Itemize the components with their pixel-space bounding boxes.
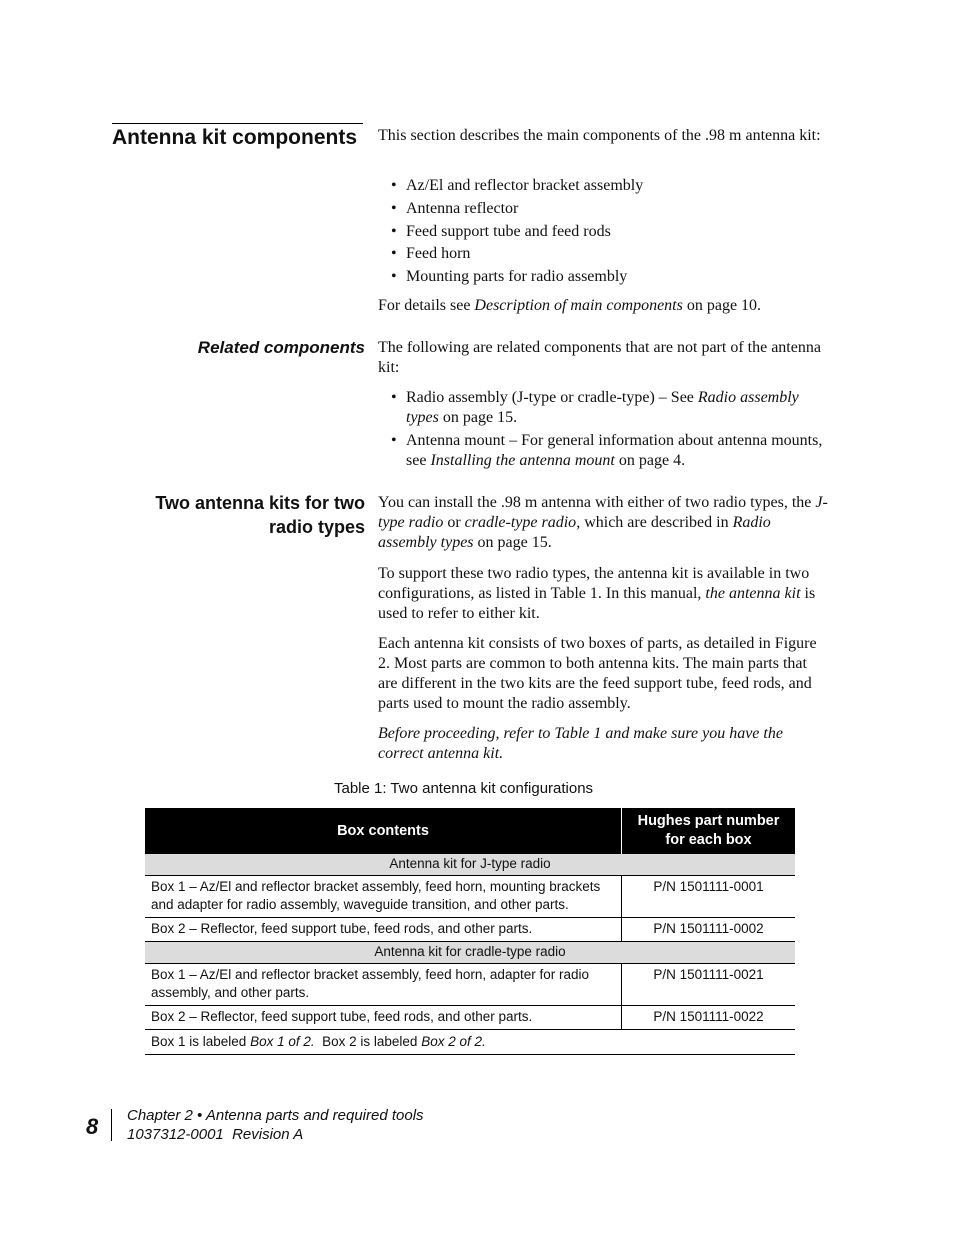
box-contents-cell: Box 2 – Reflector, feed support tube, feed rods, and other parts.	[145, 1006, 622, 1030]
list-item: • Antenna mount – For general information about antenna mounts, see Installing the antenna mount on page 4.	[391, 432, 823, 469]
box-contents-cell: Box 1 – Az/El and reflector bracket assembly, feed horn, mounting brackets and adapter for radio assembly, waveguide transition, and other parts.	[145, 876, 622, 918]
table-row	[145, 1006, 795, 1030]
kit-configuration-table	[145, 808, 795, 1055]
related-intro: The following are related components that are not part of the antenna kit:	[378, 339, 821, 376]
two-kits-paragraph-2: To support these two radio types, the antenna kit is available in two configurations, as listed in Table 1. In this manual, the antenna kit is used to refer to either kit.	[378, 565, 816, 622]
bullet-icon: •	[391, 245, 397, 263]
bullet-icon: •	[391, 199, 397, 217]
bullet-icon: •	[391, 432, 397, 449]
cross-reference: Radio assembly types	[406, 389, 799, 426]
page-number: 8	[86, 1114, 99, 1139]
table-row	[145, 964, 795, 1006]
footer-chapter: Chapter 2 • Antenna parts and required tools	[127, 1107, 424, 1124]
related-heading: Related components	[197, 338, 365, 357]
heading-rule	[112, 123, 363, 124]
box-contents-cell: Box 1 – Az/El and reflector bracket assembly, feed horn, adapter for radio assembly, and other parts.	[145, 964, 622, 1006]
cross-reference: Radio assembly types	[378, 514, 771, 551]
details-paragraph: For details see Description of main components on page 10.	[378, 297, 762, 314]
related-list	[391, 388, 828, 471]
footer-doc-id: 1037312-0001 Revision A	[127, 1126, 304, 1143]
part-number-cell: P/N 1501111-0002	[622, 918, 796, 942]
group-label: Antenna kit for cradle-type radio	[145, 942, 795, 964]
list-item: • Mounting parts for radio assembly	[391, 268, 628, 286]
table-row	[145, 876, 795, 918]
table-note-row	[145, 1030, 795, 1055]
cross-reference: Description of main components	[474, 297, 683, 314]
two-kits-heading: Two antenna kits for two radio types	[155, 493, 365, 537]
list-item: • Antenna reflector	[391, 199, 519, 217]
list-item: • Az/El and reflector bracket assembly	[391, 177, 644, 194]
column-header-box-contents: Box contents	[145, 808, 622, 854]
cross-reference: Installing the antenna mount	[430, 452, 615, 469]
table-group-row	[145, 854, 795, 876]
bullet-icon: •	[391, 177, 397, 194]
table-group-row	[145, 942, 795, 964]
table-header-row	[145, 808, 795, 854]
two-kits-paragraph-3: Each antenna kit consists of two boxes of parts, as detailed in Figure 2. Most parts are common to both antenna kits. The main parts that are different in the two kits are the feed support tube, feed rods, and parts used to mount the radio assembly.	[378, 635, 817, 712]
list-item: • Feed horn	[391, 245, 471, 263]
part-number-cell: P/N 1501111-0001	[622, 876, 796, 918]
section-intro: This section describes the main components of the .98 m antenna kit:	[378, 127, 821, 144]
caution-note: Before proceeding, refer to Table 1 and make sure you have the correct antenna kit.	[378, 725, 783, 762]
part-number-cell: P/N 1501111-0022	[622, 1006, 796, 1030]
table-caption: Table 1: Two antenna kit configurations	[334, 780, 594, 797]
list-item: • Feed support tube and feed rods	[391, 222, 611, 240]
list-item: • Radio assembly (J-type or cradle-type) – See Radio assembly types on page 15.	[391, 389, 799, 426]
bullet-icon: •	[391, 389, 397, 406]
section-title: Antenna kit components	[112, 126, 358, 149]
group-label: Antenna kit for J-type radio	[145, 854, 795, 876]
box-contents-cell: Box 2 – Reflector, feed support tube, feed rods, and other parts.	[145, 918, 622, 942]
part-number-cell: P/N 1501111-0021	[622, 964, 796, 1006]
footer-rule	[111, 1109, 112, 1141]
two-kits-paragraph-1: You can install the .98 m antenna with either of two radio types, the J-type radio or cradle-type radio, which are described in Radio assembly types on page 15.	[378, 494, 828, 551]
bullet-icon: •	[391, 222, 397, 240]
component-list	[391, 176, 831, 287]
table-note: Box 1 is labeled Box 1 of 2. Box 2 is labeled Box 2 of 2.	[145, 1030, 795, 1055]
bullet-icon: •	[391, 268, 397, 286]
table-row	[145, 918, 795, 942]
footer	[127, 1106, 424, 1144]
column-header-part-number: Hughes part number for each box	[622, 808, 796, 854]
